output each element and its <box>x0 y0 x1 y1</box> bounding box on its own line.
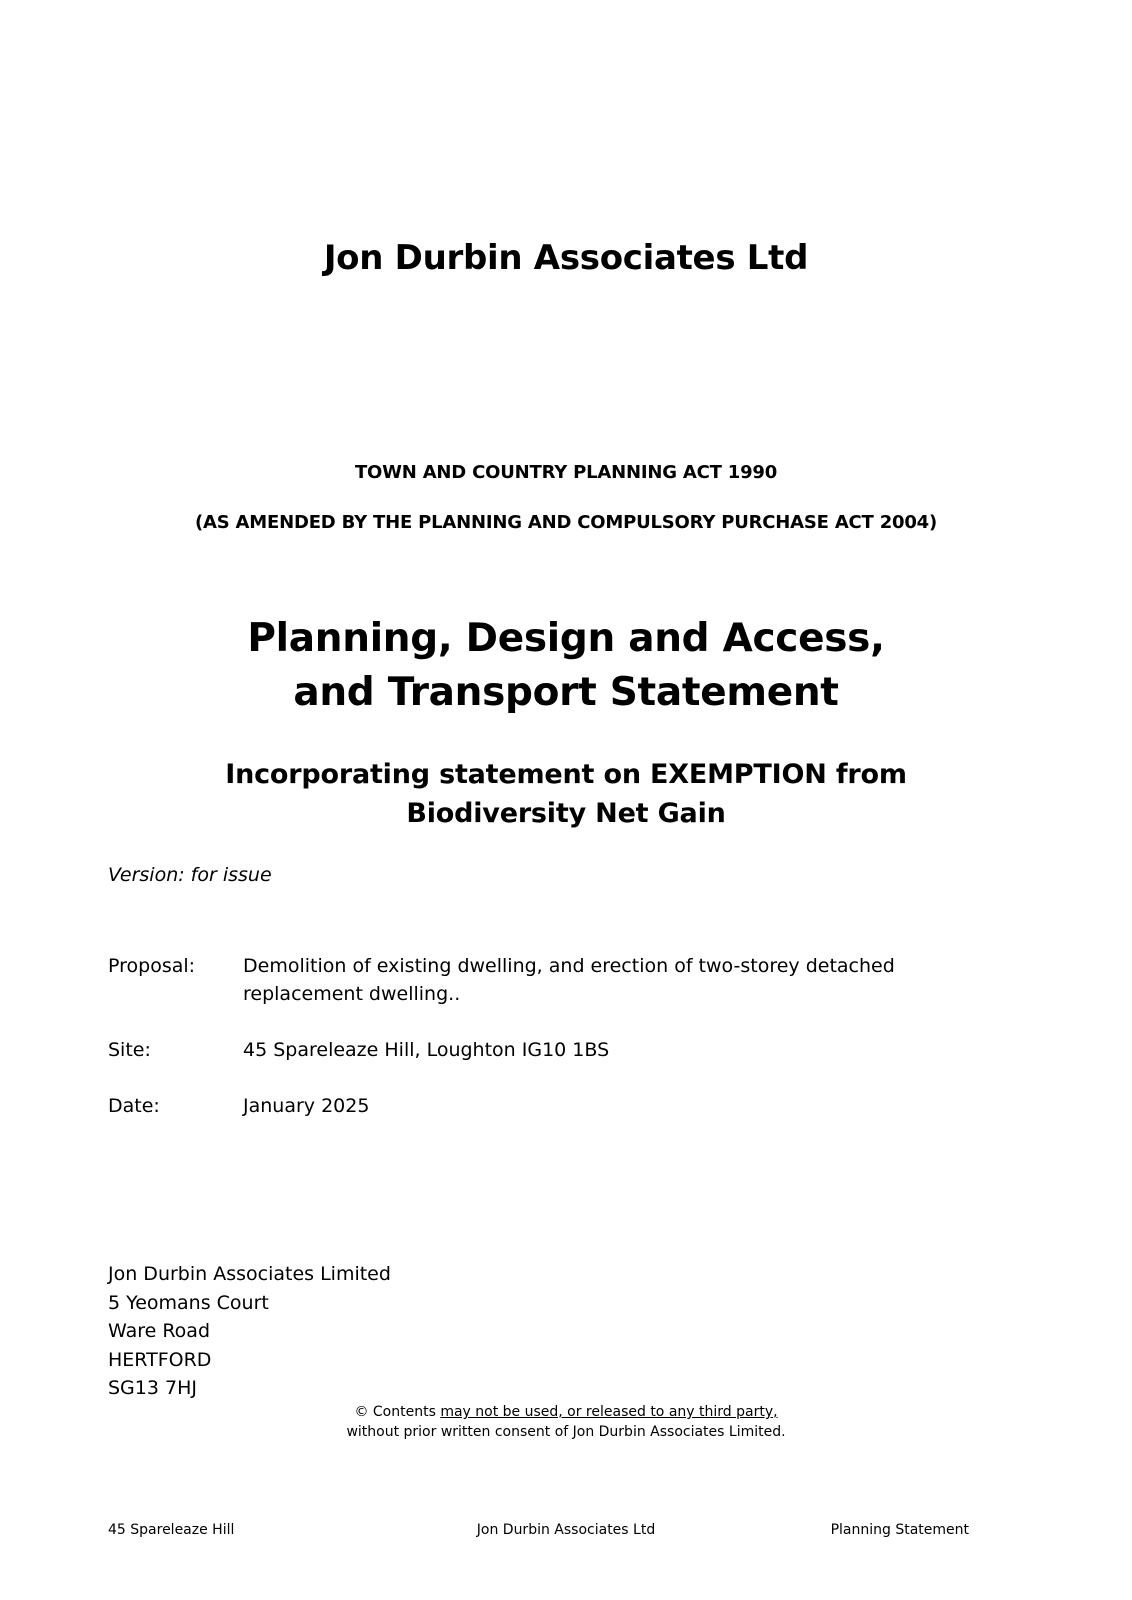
copyright-restriction: may not be used, or released to any third party, <box>440 1404 778 1420</box>
copyright-prefix: © Contents <box>354 1404 441 1420</box>
footer-center: Jon Durbin Associates Ltd <box>476 1522 656 1538</box>
footer-right: Planning Statement <box>830 1522 969 1538</box>
version-note: Version: for issue <box>108 864 272 886</box>
date-value: January 2025 <box>243 1095 370 1117</box>
company-heading: Jon Durbin Associates Ltd <box>323 238 809 278</box>
document-subtitle-line-1: Incorporating statement on EXEMPTION from <box>225 759 907 790</box>
footer-left: 45 Spareleaze Hill <box>108 1522 235 1538</box>
site-value: 45 Spareleaze Hill, Loughton IG10 1BS <box>243 1039 610 1061</box>
address-line-town: HERTFORD <box>108 1348 212 1371</box>
proposal-label: Proposal: <box>108 955 196 977</box>
act-amendment: (AS AMENDED BY THE PLANNING AND COMPULSORY PURCHASE ACT 2004) <box>194 512 938 533</box>
copyright-line-1 <box>0 1402 1132 1422</box>
address-line-company: Jon Durbin Associates Limited <box>108 1263 391 1285</box>
site-label: Site: <box>108 1039 151 1061</box>
proposal-value: Demolition of existing dwelling, and erection of two-storey detached replacement dwelling.. <box>243 955 895 1005</box>
address-line-road: Ware Road <box>108 1320 211 1342</box>
document-subtitle <box>0 755 1132 833</box>
address-line-postcode: SG13 7HJ <box>108 1377 197 1399</box>
company-address <box>108 1260 391 1403</box>
document-title <box>0 612 1132 720</box>
address-line-street: 5 Yeomans Court <box>108 1291 269 1314</box>
copyright-notice <box>0 1402 1132 1442</box>
act-title: TOWN AND COUNTRY PLANNING ACT 1990 <box>354 462 778 483</box>
date-label: Date: <box>108 1095 160 1117</box>
document-title-line-1: Planning, Design and Access, <box>247 616 885 661</box>
copyright-line-2: without prior written consent of Jon Durbin Associates Limited. <box>346 1424 786 1440</box>
document-subtitle-line-2: Biodiversity Net Gain <box>406 798 726 829</box>
document-title-line-2: and Transport Statement <box>293 670 839 715</box>
